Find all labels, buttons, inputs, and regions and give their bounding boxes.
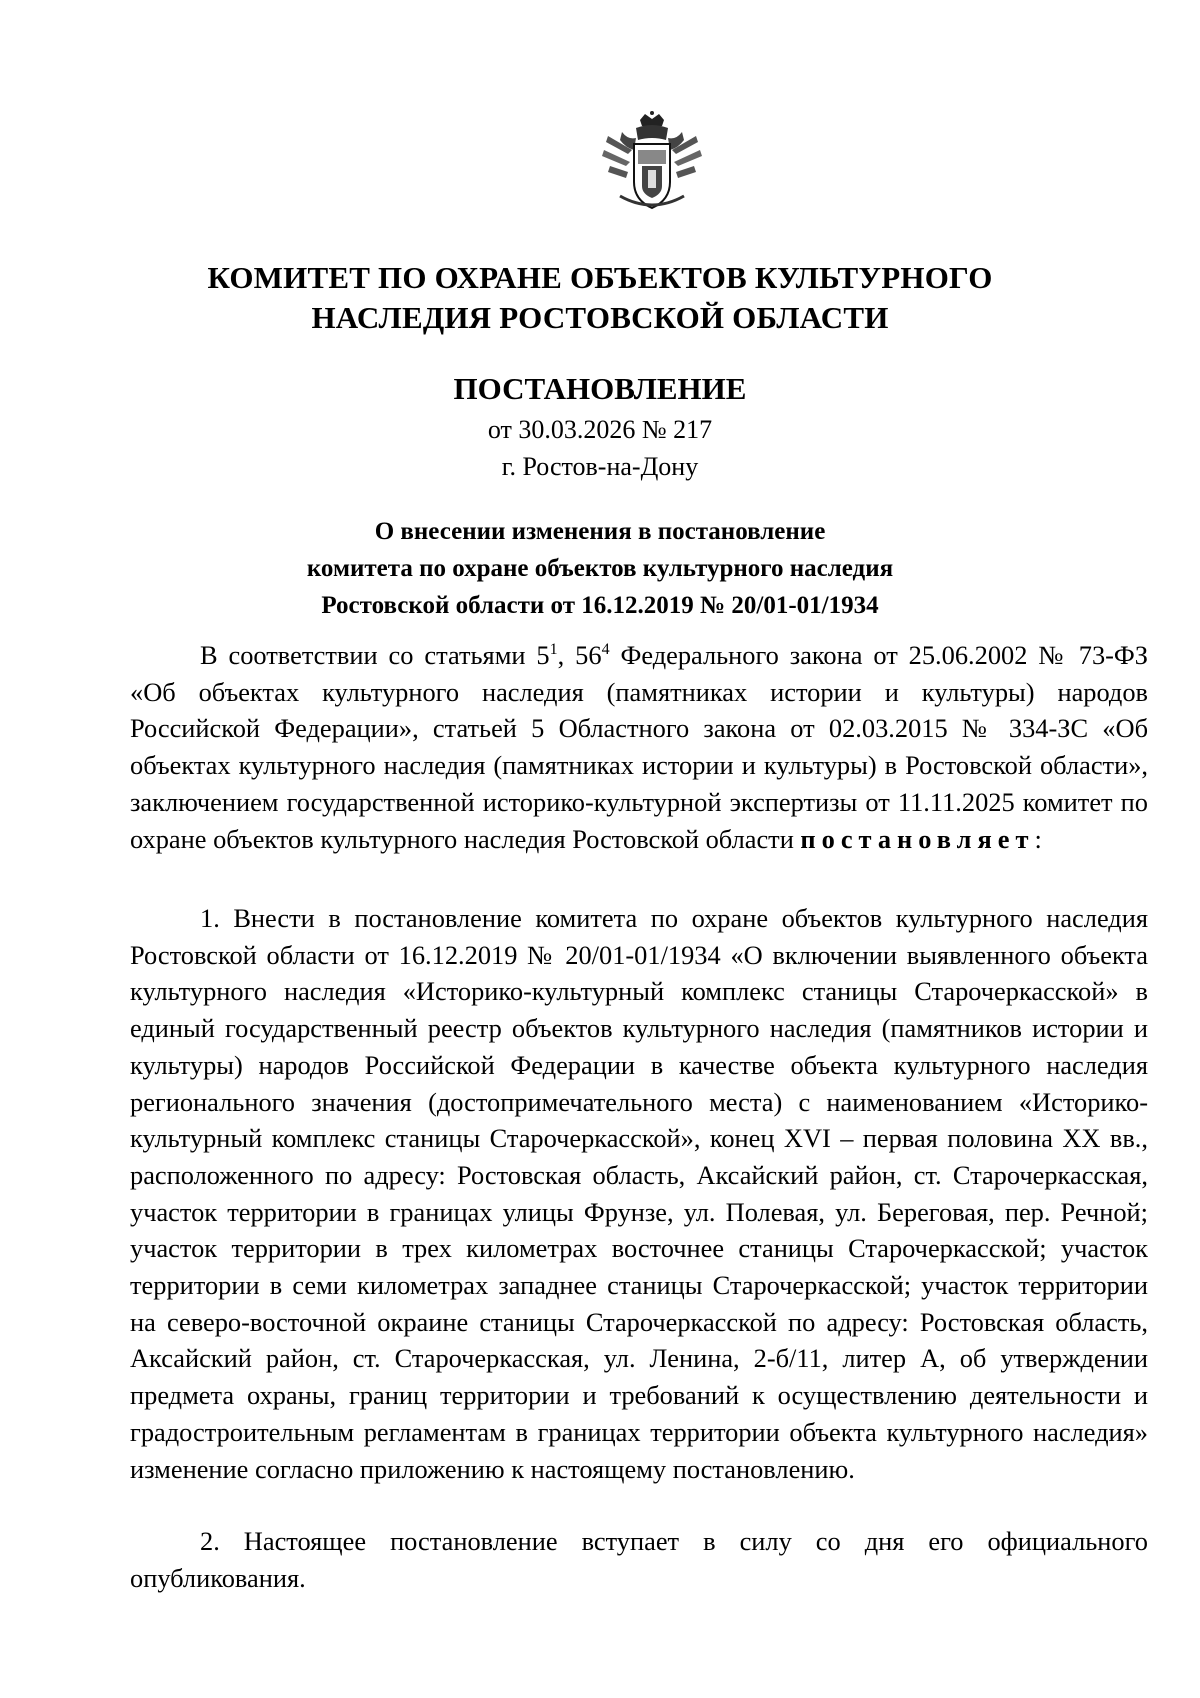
subject-line-2: комитета по охране объектов культурного наследия [306, 555, 894, 582]
org-line-2: НАСЛЕДИЯ РОСТОВСКОЙ ОБЛАСТИ [311, 300, 889, 335]
subject-line-3: Ростовской области от 16.12.2019 № 20/01-01/1934 [321, 592, 879, 619]
preamble-text-1: В соответствии со статьями 5 [200, 640, 550, 670]
superscript-1: 1 [549, 641, 558, 659]
item-1-text: 1. Внести в постановление комитета по охране объектов культурного наследия Ростовской области от 16.12.2019 № 20/01-01/1934 «О включении выявленного объекта культурного наследия «Историко-культурный комплекс станицы Старочеркасской» в единый государственный реестр объектов культурного наследия (памятников истории и культуры) народов Российской Федерации в качестве объекта культурного наследия регионального значения (достопримечательного места) с наименованием «Историко-культурный комплекс станицы Старочеркасской», конец XVI – первая половина XX вв., расположенного по адресу: Ростовская область, Аксайский район, ст. Старочеркасская, участок территории в границах улицы Фрунзе, ул. Полевая, ул. Береговая, пер. Речной; участок территории в трех километрах восточнее станицы Старочеркасской; участок территории в семи километрах западнее станицы Старочеркасской; участок территории на северо-восточной окраине станицы Старочеркасской по адресу: Ростовская область, Аксайский район, ст. Старочеркасская, ул. Ленина, 2-б/11, литер А, об утверждении предмета охраны, границ территории и требований к осуществлению деятельности и градостроительным регламентам в границах территории объекта культурного наследия» изменение согласно приложению к настоящему постановлению. [130, 903, 1148, 1484]
date-number: от 30.03.2026 № 217 [487, 415, 713, 444]
preamble-colon: : [1034, 823, 1042, 854]
superscript-2: 4 [601, 641, 610, 659]
item-2-text: 2. Настоящее постановление вступает в силу со дня его официального опубликования. [130, 1526, 1148, 1593]
resolves-word: постановляет [800, 823, 1035, 854]
document-subject [0, 513, 1200, 624]
preamble-paragraph [130, 637, 1148, 857]
city: г. Ростов-на-Дону [501, 452, 699, 481]
issuing-organization [0, 258, 1200, 338]
preamble-text-3: Федерального закона от 25.06.2002 № 73-ФЗ «Об объектах культурного наследия (памятниках истории и культуры) народов Российской Федерации», статьей 5 Областного закона от 02.03.2015 № 334-ЗС «Об объектах культурного наследия (памятниках истории и культуры) в Ростовской области», заключением государственной историко-культурной экспертизы от 11.11.2025 комитет по охране объектов культурного наследия Ростовской области [130, 640, 1149, 854]
resolution-item-1 [130, 900, 1148, 1487]
document-meta [0, 411, 1200, 485]
subject-line-1: О внесении изменения в постановление [374, 518, 826, 545]
preamble-text-2: , 56 [557, 640, 602, 670]
rostov-oblast-coat-of-arms-icon [598, 110, 706, 218]
org-line-1: КОМИТЕТ ПО ОХРАНЕ ОБЪЕКТОВ КУЛЬТУРНОГО [207, 260, 993, 295]
document-type: ПОСТАНОВЛЕНИЕ [453, 371, 747, 406]
resolution-item-2 [130, 1523, 1148, 1596]
